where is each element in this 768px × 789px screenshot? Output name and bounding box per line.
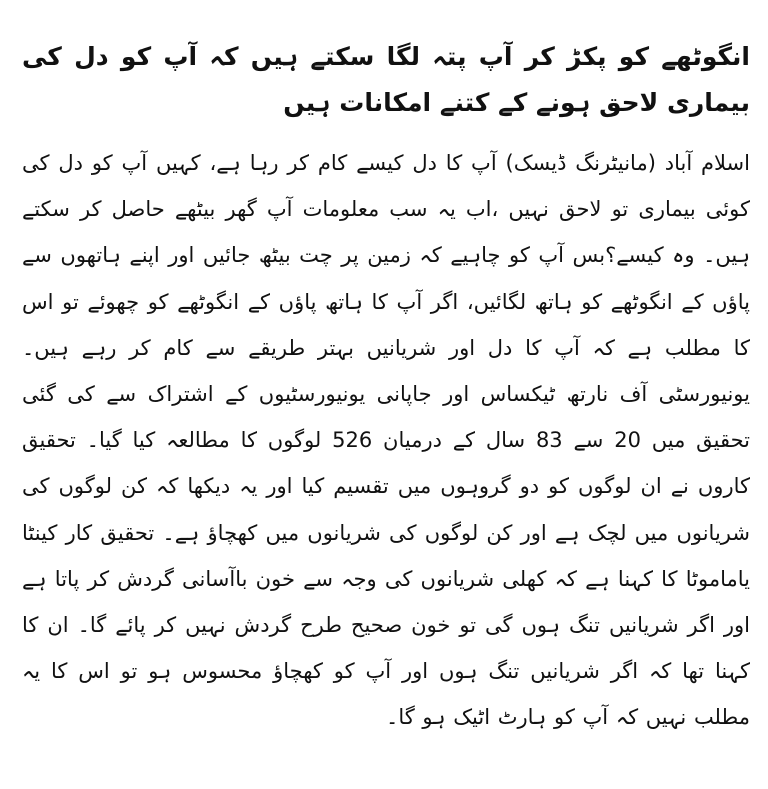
article-headline: انگوٹھے کو پکڑ کر آپ پتہ لگا سکتے ہیں کہ آپ کو دل کی بیماری لاحق ہونے کے کتنے امکانات ہیں bbox=[22, 42, 750, 117]
news-article bbox=[22, 0, 750, 741]
article-body: اسلام آباد (مانیٹرنگ ڈیسک) آپ کا دل کیسے کام کر رہا ہے، کہیں آپ کو دل کی کوئی بیماری تو لاحق نہیں ،اب یہ سب معلومات آپ گھر بیٹھے حاصل کر سکتے ہیں۔ وہ کیسے؟بس آپ کو چاہیے کہ زمین پر چت بیٹھ جائیں اور اپنے ہاتھوں سے پاؤں کے انگوٹھے کو ہاتھ لگائیں، اگر آپ کا ہاتھ پاؤں کے انگوٹھے کو چھوئے تو اس کا مطلب ہے کہ آپ کا دل اور شریانیں بہتر طریقے سے کام کر رہے ہیں۔ یونیورسٹی آف نارتھ ٹیکساس اور جاپانی یونیورسٹیوں کے اشتراک سے کی گئی تحقیق میں 20 سے 83 سال کے درمیان 526 لوگوں کا مطالعہ کیا گیا۔ تحقیق کاروں نے ان لوگوں کو دو گروہوں میں تقسیم کیا اور یہ دیکھا کہ کن لوگوں کی شریانوں میں لچک ہے اور کن لوگوں کی شریانوں میں کھچاؤ ہے۔ تحقیق کار کینٹا یاماموٹا کا کہنا ہے کہ کھلی شریانوں کی وجہ سے خون باآسانی گردش کر پاتا ہے اور اگر شریانیں تنگ ہوں گی تو خون صحیح طرح گردش نہیں کر پائے گا۔ ان کا کہنا تھا کہ اگر شریانیں تنگ ہوں اور آپ کو کھچاؤ محسوس ہو تو اس کا یہ مطلب نہیں کہ آپ کو ہارٹ اٹیک ہو گا۔ bbox=[22, 151, 751, 730]
